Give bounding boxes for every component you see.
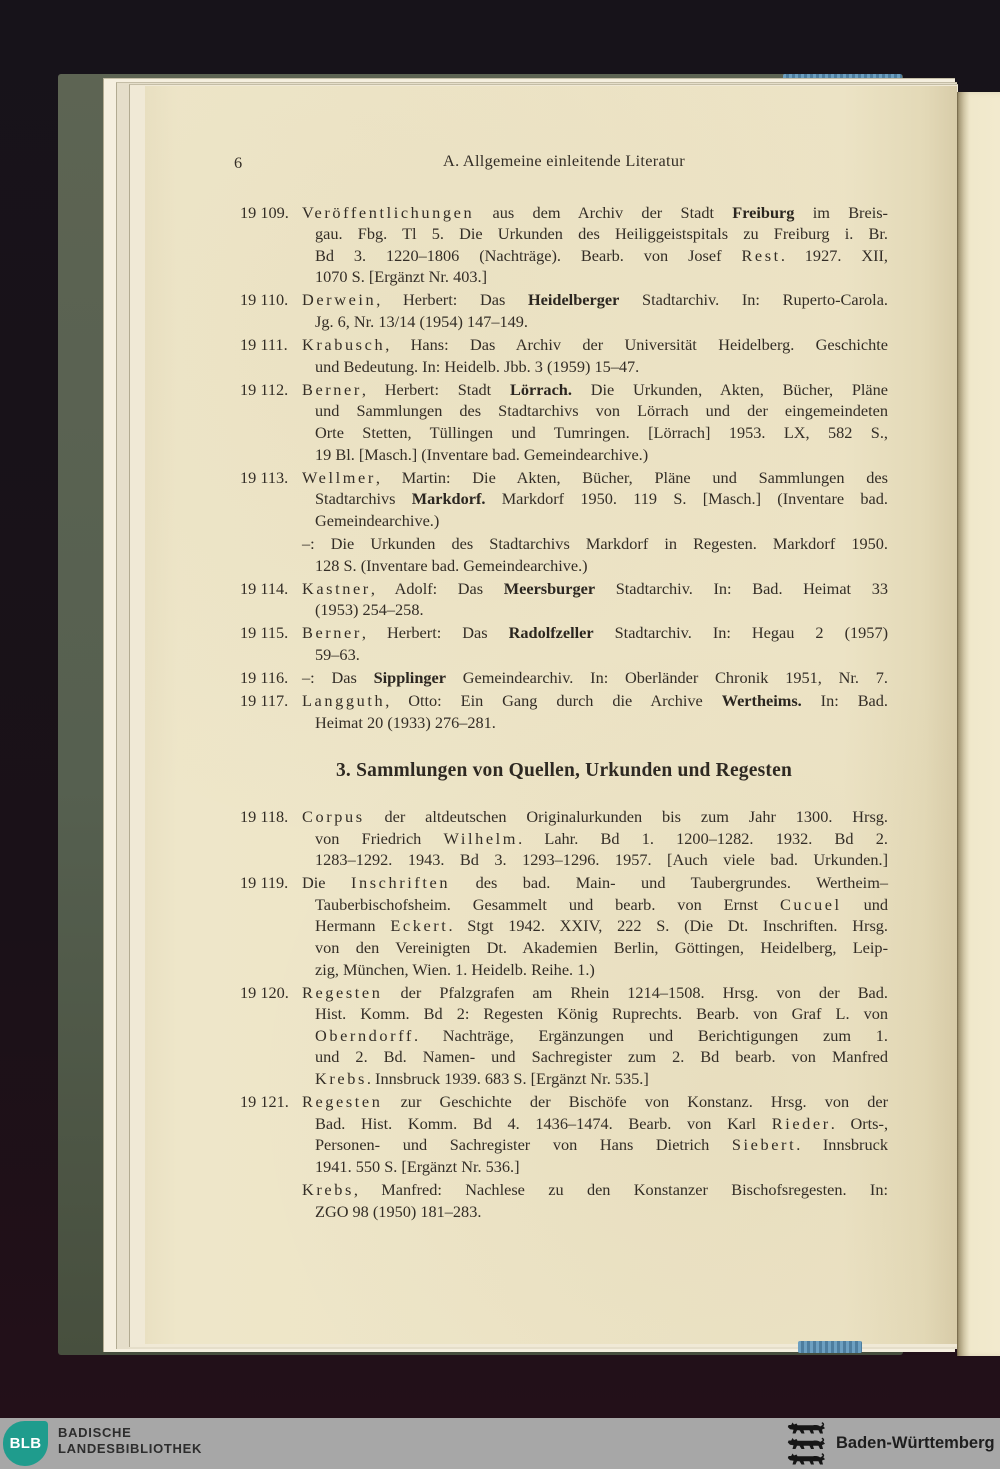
entry-line: 1941. 550 S. [Ergänzt Nr. 536.] [315,1156,520,1176]
bibliography-entry [240,467,888,532]
entry-number: 19 119. [240,873,289,893]
entry-line: 1070 S. [Ergänzt Nr. 403.] [315,267,487,287]
entry-line: Heimat 20 (1933) 276–281. [315,712,496,732]
entry-number: 19 112. [240,379,289,399]
entry-line: Krebs, Manfred: Nachlese zu den Konstanzer Bischofsregesten. In: [302,1180,888,1200]
entry-line: Orte Stetten, Tüllingen und Tumringen. [Lörrach] 1953. LX, 582 S., [315,423,888,443]
entry-number: 19 117. [240,691,289,711]
entry-number: 19 116. [240,668,289,688]
library-name-line2: LANDESBIBLIOTHEK [58,1441,203,1456]
entry-line: Krebs. Innsbruck 1939. 683 S. [Ergänzt Nr. 535.] [315,1069,649,1089]
entry-line: Veröffentlichungen aus dem Archiv der Stadt Freiburg im Breis- [302,202,888,222]
entry-number: 19 109. [240,202,289,222]
bibliography-entry [240,667,888,689]
coat-of-arms-icon [787,1422,827,1466]
entry-line: Stadtarchivs Markdorf. Markdorf 1950. 119 S. [Masch.] (Inventare bad. [315,489,888,509]
entry-line: Bd 3. 1220–1806 (Nachträge). Bearb. von Josef Rest. 1927. XII, [315,245,888,265]
entry-line: Regesten der Pfalzgrafen am Rhein 1214–1508. Hrsg. von der Bad. [302,982,888,1002]
bibliography-entry [240,533,888,576]
scanned-page [145,86,957,1344]
entry-line: von den Vereinigten Dt. Akademien Berlin, Göttingen, Heidelberg, Leip- [315,938,888,957]
entry-number [240,533,302,576]
entry-line: ZGO 98 (1950) 181–283. [315,1201,482,1221]
entry-line: –: Das Sipplinger Gemeindearchiv. In: Oberländer Chronik 1951, Nr. 7. [302,668,888,688]
state-name: Baden-Württemberg [836,1434,995,1452]
facing-page-edge [957,92,1000,1356]
entry-line: Corpus der altdeutschen Originalurkunden bis zum Jahr 1300. Hrsg. [302,806,888,826]
entry-number: 19 114. [240,578,289,598]
entry-line: und Sammlungen des Stadtarchivs von Lörrach und der eingemeindeten [315,401,888,421]
entry-line: Berner, Herbert: Das Radolfzeller Stadtarchiv. In: Hegau 2 (1957) [302,623,889,643]
bibliography-entry [240,690,888,733]
entry-line: Personen- und Sachregister von Hans Dietrich Siebert. Innsbruck [315,1135,888,1155]
entry-line: Regesten zur Geschichte der Bischöfe von Konstanz. Hrsg. von der [302,1092,888,1112]
bibliography-entry [240,982,888,1090]
entry-line: Hist. Komm. Bd 2: Regesten König Ruprechts. Bearb. von Graf L. von [315,1004,888,1024]
blb-logo [3,1421,48,1466]
entry-line: Gemeindearchive.) [315,510,440,530]
entry-line: und 2. Bd. Namen- und Sachregister zum 2. Bd bearb. von Manfred [315,1047,888,1067]
bibliography-entry [240,334,888,377]
footer-bar [0,1418,1000,1469]
entry-line: und Bedeutung. In: Heidelb. Jbb. 3 (1959) 15–47. [315,356,640,376]
entry-line: –: Die Urkunden des Stadtarchivs Markdorf in Regesten. Markdorf 1950. [302,534,888,553]
entry-line: Derwein, Herbert: Das Heidelberger Stadtarchiv. In: Ruperto-Carola. [302,290,888,310]
entry-number [240,1179,302,1222]
bibliography-entry [240,872,888,980]
page-number: 6 [234,153,243,172]
bibliography-entry [240,289,888,332]
blb-logo-text: BLB [9,1435,42,1452]
entry-line: Bad. Hist. Komm. Bd 4. 1436–1474. Bearb. von Karl Rieder. Orts-, [315,1113,889,1133]
entry-line: Wellmer, Martin: Die Akten, Bücher, Pläne und Sammlungen des [302,467,888,487]
entry-line: Berner, Herbert: Stadt Lörrach. Die Urkunden, Akten, Bücher, Pläne [302,379,888,399]
entry-line: zig, München, Wien. 1. Heidelb. Reihe. 1.) [315,959,595,979]
entry-number: 19 118. [240,806,289,826]
bibliography-entry [240,806,888,871]
bibliography-entry [240,578,888,621]
book-headband-bottom [798,1341,862,1353]
entry-line: 1283–1292. 1943. Bd 3. 1293–1296. 1957. [Auch viele bad. Urkunden.] [315,850,888,870]
entry-number: 19 113. [240,467,289,487]
entry-line: von Friedrich Wilhelm. Lahr. Bd 1. 1200–1282. 1932. Bd 2. [315,828,888,848]
entry-line: Jg. 6, Nr. 13/14 (1954) 147–149. [315,312,529,332]
entry-line: gau. Fbg. Tl 5. Die Urkunden des Heiliggeistspitals zu Freiburg i. Br. [315,224,888,244]
state-group [787,1418,995,1469]
entry-line: 59–63. [315,644,360,664]
entry-line: Oberndorff. Nachträge, Ergänzungen und Berichtigungen zum 1. [315,1025,888,1045]
entry-number: 19 111. [240,335,288,355]
entry-number: 19 110. [240,290,289,310]
entry-line: Tauberbischofsheim. Gesammelt und bearb. von Ernst Cucuel und [315,894,888,914]
entry-line: 128 S. (Inventare bad. Gemeindearchive.) [315,555,588,575]
page-header-title: A. Allgemeine einleitende Literatur [443,151,685,170]
entry-line: Die Inschriften des bad. Main- und Taubergrundes. Wertheim– [302,873,889,893]
running-head [234,150,888,172]
entry-number: 19 115. [240,623,289,643]
entry-line: Krabusch, Hans: Das Archiv der Universität Heidelberg. Geschichte [302,335,888,355]
entry-line: (1953) 254–258. [315,600,424,620]
bibliography [240,202,888,1223]
entry-number: 19 120. [240,982,289,1002]
entry-line: 19 Bl. [Masch.] (Inventare bad. Gemeindearchive.) [315,444,649,464]
bibliography-entry [240,622,888,665]
entry-line: Hermann Eckert. Stgt 1942. XXIV, 222 S. (Die Dt. Inschriften. Hrsg. [315,916,888,936]
entry-line: Langguth, Otto: Ein Gang durch die Archive Wertheims. In: Bad. [302,691,888,711]
bibliography-entry [240,1179,888,1222]
section-heading: 3. Sammlungen von Quellen, Urkunden und Regesten [335,760,792,782]
entry-number: 19 121. [240,1092,289,1112]
bibliography-entry [240,202,888,288]
bibliography-entry [240,379,888,465]
bibliography-entry [240,1091,888,1177]
entry-line: Kastner, Adolf: Das Meersburger Stadtarchiv. In: Bad. Heimat 33 [302,578,888,598]
library-name-line1: BADISCHE [58,1425,132,1440]
library-name [58,1425,202,1457]
page-content [145,86,957,1344]
